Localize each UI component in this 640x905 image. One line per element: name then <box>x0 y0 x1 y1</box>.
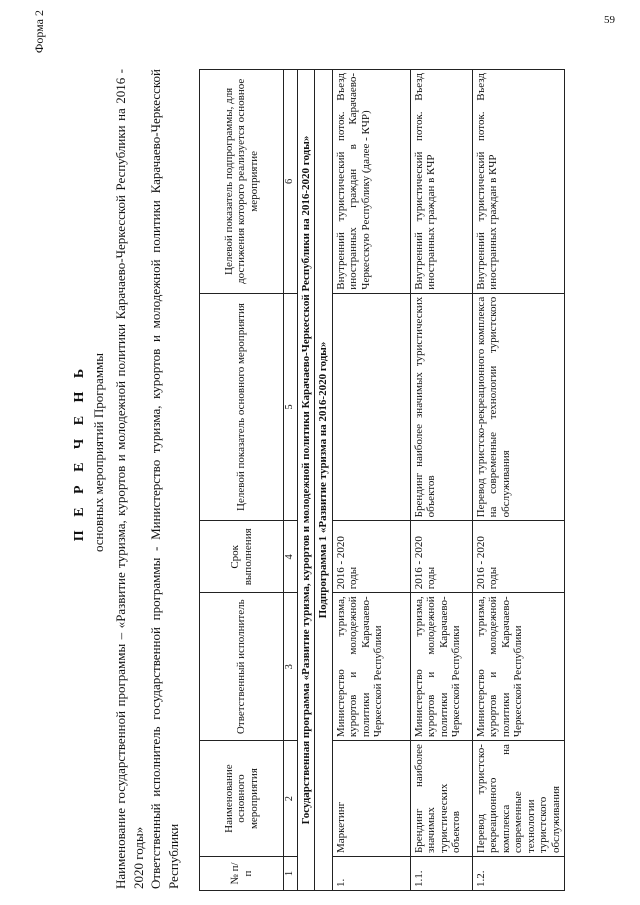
row-number: 1.2. <box>472 857 565 891</box>
row-sub-target: Внутренний туристический поток. Въезд иностранных граждан в КЧР <box>410 70 472 294</box>
row-executor: Министерство туризма, курортов и молодежной политики Карачаево-Черкесской Республики <box>332 593 410 741</box>
program-name: Наименование государственной программы – «Развитие туризма, курортов и молодежной политики Карачаево-Черкесской Республики на 2016 - 2020 годы» <box>113 69 146 889</box>
row-term: 2016 - 2020 годы <box>472 521 565 593</box>
measures-table <box>199 69 565 891</box>
header-cell: Целевой показатель основного мероприятия <box>200 293 284 521</box>
form-label: Форма 2 <box>32 10 46 54</box>
row-target: Брендинг наиболее значимых туристических объектов <box>410 293 472 521</box>
column-number: 4 <box>284 521 298 593</box>
row-sub-target: Внутренний туристический поток. Въезд иностранных граждан в Карачаево-Черкесскую Республику (далее - КЧР) <box>332 70 410 294</box>
column-number: 2 <box>284 741 298 857</box>
table-row <box>410 70 472 891</box>
header-cell: Наименование основного мероприятия <box>200 741 284 857</box>
table-header-row <box>200 70 284 891</box>
row-measure-name: Перевод туристско-рекреационного комплекса на современные технологии туристского обслуживания <box>472 741 565 857</box>
subprogram-title-cell: Подпрограмма 1 «Развитие туризма на 2016-2020 годы» <box>315 70 333 891</box>
header-cell: Срок выполнения <box>200 521 284 593</box>
page-number: 59 <box>604 14 615 26</box>
row-target <box>332 293 410 521</box>
table-row <box>332 70 410 891</box>
header-cell: Ответственный исполнитель <box>200 593 284 741</box>
row-number: 1.1. <box>410 857 472 891</box>
header-cell: № п/п <box>200 857 284 891</box>
row-executor: Министерство туризма, курортов и молодежной политики Карачаево-Черкесской Республики <box>410 593 472 741</box>
row-term: 2016 - 2020 годы <box>332 521 410 593</box>
row-measure-name: Брендинг наиболее значимых туристических объектов <box>410 741 472 857</box>
row-number: 1. <box>332 857 410 891</box>
table-row <box>472 70 565 891</box>
row-measure-name: Маркетинг <box>332 741 410 857</box>
program-title-cell: Государственная программа «Развитие туризма, курортов и молодежной политики Карачаево-Черкесской Республики на 2016-2020 годы» <box>297 70 315 891</box>
header-cell: Целевой показатель подпрограммы, для достижения которого реализуется основное мероприятие <box>200 70 284 294</box>
subprogram-row <box>315 70 333 891</box>
program-meta <box>112 69 182 889</box>
column-number: 6 <box>284 70 298 294</box>
column-number-row <box>284 70 298 891</box>
document-title: П Е Р Е Ч Е Н Ь <box>72 363 87 542</box>
row-executor: Министерство туризма, курортов и молодежной политики Карачаево-Черкесской Республики <box>472 593 565 741</box>
column-number: 1 <box>284 857 298 891</box>
program-row <box>297 70 315 891</box>
row-target: Перевод туристско-рекреационного комплекса на современные технологии туристского обслуживания <box>472 293 565 521</box>
row-sub-target: Внутренний туристический поток. Въезд иностранных граждан в КЧР <box>472 70 565 294</box>
column-number: 5 <box>284 293 298 521</box>
document-subtitle: основных мероприятий Программы <box>91 352 106 553</box>
row-term: 2016 - 2020 годы <box>410 521 472 593</box>
column-number: 3 <box>284 593 298 741</box>
program-executor: Ответственный исполнитель государственной программы - Министерство туризма, курортов и молодежной политики Карачаево-Черкесской Республики <box>148 69 181 889</box>
